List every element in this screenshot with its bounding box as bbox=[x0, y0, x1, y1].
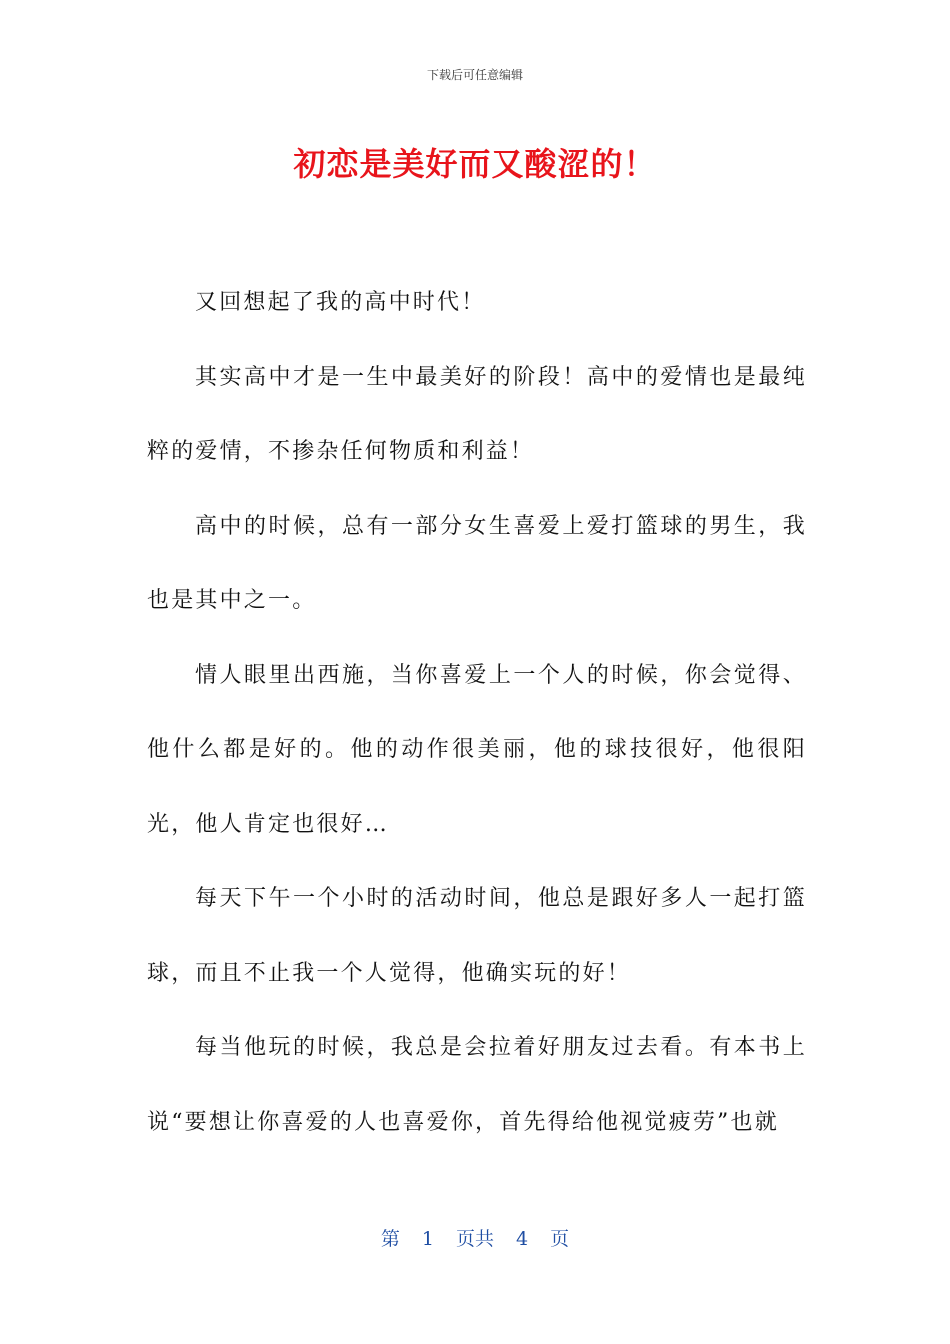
page-footer bbox=[0, 1226, 950, 1252]
header-note: 下载后可任意编辑 bbox=[426, 68, 523, 82]
footer-current-page: 1 bbox=[421, 1228, 434, 1250]
footer-middle: 页共 bbox=[455, 1228, 494, 1250]
paragraph-2: 其实高中才是一生中最美好的阶段！高中的爱情也是最纯粹的爱情，不掺杂任何物质和利益！ bbox=[147, 364, 807, 464]
footer-suffix: 页 bbox=[550, 1228, 570, 1250]
footer-prefix: 第 bbox=[380, 1228, 400, 1250]
paragraph-3: 高中的时候，总有一部分女生喜爱上爱打篮球的男生，我也是其中之一。 bbox=[147, 513, 807, 613]
paragraph-4: 情人眼里出西施，当你喜爱上一个人的时候，你会觉得、他什么都是好的。他的动作很美丽，他的球技很好，他很阳光，他人肯定也很好… bbox=[147, 662, 807, 837]
document-body bbox=[147, 266, 807, 1160]
paragraph-6: 每当他玩的时候，我总是会拉着好朋友过去看。有本书上说“要想让你喜爱的人也喜爱你，首先得给他视觉疲劳”也就 bbox=[147, 1035, 807, 1135]
document-title: 初恋是美好而又酸涩的！ bbox=[293, 145, 657, 183]
footer-total-pages: 4 bbox=[516, 1228, 529, 1250]
paragraph-5: 每天下午一个小时的活动时间，他总是跟好多人一起打篮球，而且不止我一个人觉得，他确实玩的好！ bbox=[147, 886, 807, 986]
paragraph-1: 又回想起了我的高中时代！ bbox=[195, 290, 486, 315]
